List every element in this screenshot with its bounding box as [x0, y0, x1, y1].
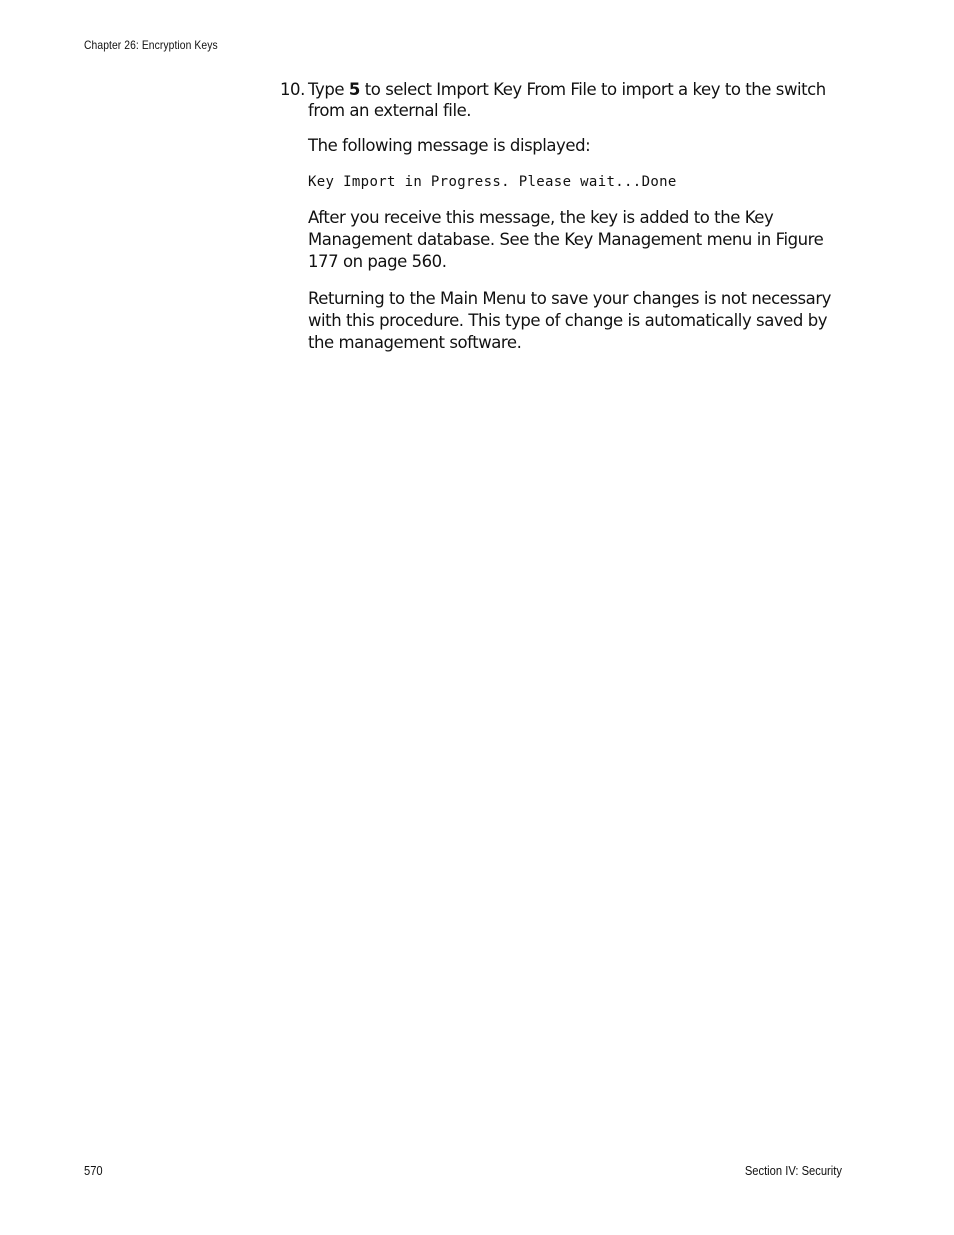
section-footer: Section IV: Security [744, 1163, 842, 1178]
code-message: Key Import in Progress. Please wait...Done [308, 174, 677, 190]
step-text [308, 80, 826, 120]
step-key: 5 [348, 80, 360, 99]
result-paragraph: After you receive this message, the key is added to the Key Management database. See the Key Management menu in Figure 177 on page 560. [308, 208, 824, 271]
step-text-prefix: Type [308, 80, 349, 99]
running-header: Chapter 26: Encryption Keys [84, 38, 218, 52]
intro-paragraph: The following message is displayed: [308, 136, 591, 155]
note-paragraph: Returning to the Main Menu to save your changes is not necessary with this procedure. This type of change is automatically saved by the management software. [308, 289, 831, 352]
main-content [280, 79, 840, 354]
page-number: 570 [84, 1163, 103, 1178]
step-text-suffix: to select Import Key From File to import a key to the switch from an external file. [308, 80, 826, 120]
step-number: 10. [280, 80, 305, 99]
step-item [280, 79, 840, 121]
